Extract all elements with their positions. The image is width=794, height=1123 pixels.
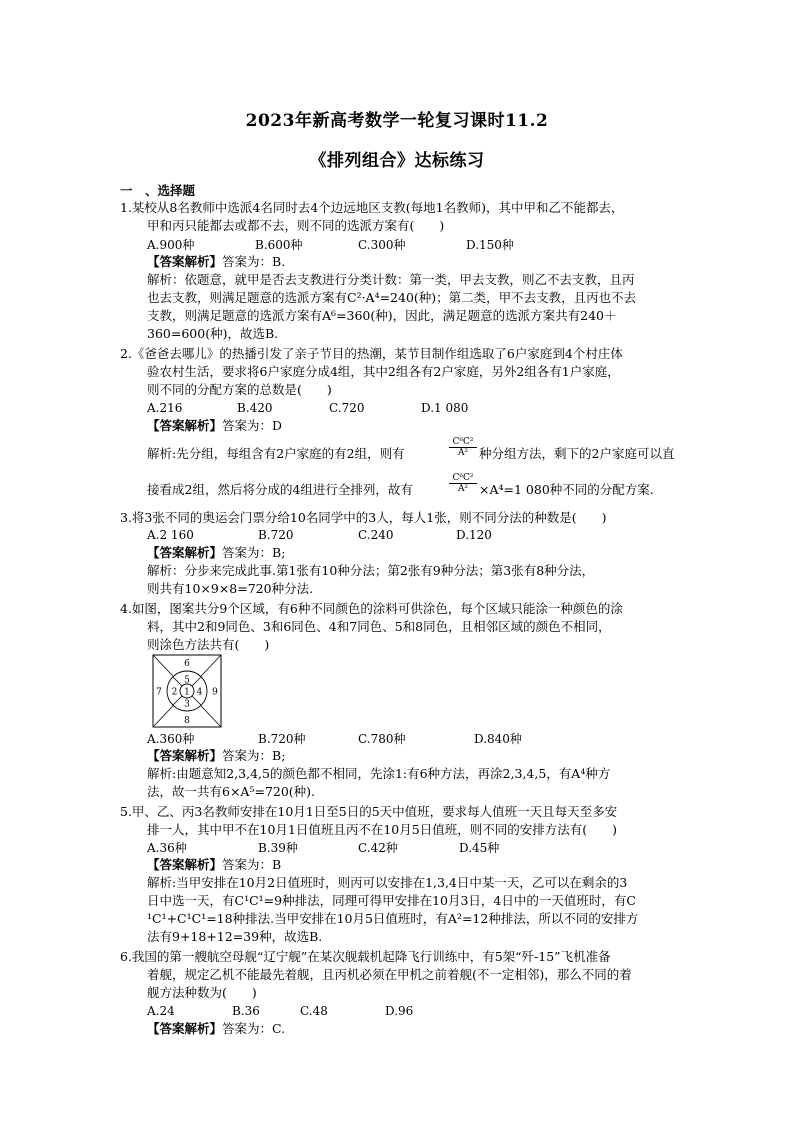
q2-fraction-2 — [449, 473, 477, 494]
q5-option-a: A.36种 — [147, 841, 187, 855]
q1-option-a: A.900种 — [147, 238, 195, 252]
q1-option-d: D.150种 — [466, 238, 514, 252]
q4-expl-1: 解析:由题意知2,3,4,5的颜色都不相同，先涂1:有6种方法，再涂2,3,4,5，有A⁴种方 — [147, 766, 611, 781]
q1-answer-text: 答案为：B. — [222, 254, 286, 269]
q3-answer-text: 答案为：B; — [222, 545, 286, 560]
q5-line1: 5.甲、乙、丙3名教师安排在10月1日至5日的5天中值班，要求每人值班一天且每天至多安 — [120, 804, 618, 819]
q2-fraction-2-num: C⁶C² — [449, 473, 477, 484]
q2-expl-2a: 接看成2组，然后将分成的4组进行全排列，故有 — [147, 482, 413, 497]
q3-option-d: D.120 — [456, 528, 492, 542]
q2-fraction-1-num: C⁶C² — [449, 437, 477, 448]
q2-option-a: A.216 — [147, 401, 183, 415]
answer-label: 【答案解析】 — [147, 418, 223, 433]
q2-line2: 验农村生活，要求将6户家庭分成4组，其中2组各有2户家庭，另外2组各有1户家庭， — [147, 364, 620, 379]
q5-answer-text: 答案为：B — [222, 857, 282, 872]
q5-expl-4: 法有9+18+12=39种，故选B. — [147, 929, 323, 944]
answer-label: 【答案解析】 — [147, 545, 223, 560]
q1-line2: 甲和丙只能都去或都不去，则不同的选派方案有( ) — [147, 218, 445, 233]
q5-expl-1: 解析:当甲安排在10月2日值班时，则丙可以安排在1,3,4日中某一天，乙可以在剩余的3 — [147, 875, 628, 890]
q3-expl-2: 则共有10×9×8=720种分法. — [147, 581, 314, 596]
q3-option-c: C.240 — [358, 528, 394, 542]
q5-line2: 排一人，其中甲不在10月1日值班且丙不在10月5日值班，则不同的安排方法有( ) — [147, 822, 617, 837]
q6-option-d: D.96 — [385, 1004, 414, 1018]
q1-expl-2: 也去支教，则满足题意的选派方案有C²·A⁴=240(种)；第二类，甲不去支教，且丙也不去 — [147, 290, 637, 305]
answer-label: 【答案解析】 — [147, 748, 223, 763]
q4-option-c: C.780种 — [358, 732, 406, 746]
q1-option-b: B.600种 — [255, 238, 303, 252]
diagram-label-4: 4 — [196, 687, 203, 698]
section-heading: 一 、选择题 — [120, 183, 196, 198]
q2-expl-1a: 解析:先分组，每组含有2户家庭的有2组，则有 — [147, 446, 405, 461]
q4-line2: 料，其中2和9同色、3和6同色、4和7同色、5和8同色，且相邻区域的颜色不相同， — [147, 619, 611, 634]
q2-option-b: B.420 — [237, 401, 273, 415]
q4-line3: 则涂色方法共有( ) — [147, 637, 270, 652]
q6-line1: 6.我国的第一艘航空母舰“辽宁舰”在某次舰载机起降飞行训练中，有5架“歼-15”飞机准备 — [120, 949, 611, 964]
q2-expl-1b: 种分组方法，剩下的2户家庭可以直 — [479, 446, 675, 461]
diagram-label-5: 5 — [184, 675, 190, 686]
q2-line3: 则不同的分配方案的总数是( ) — [147, 382, 332, 397]
q6-option-c: C.48 — [300, 1004, 328, 1018]
q2-fraction-1 — [449, 437, 477, 458]
q6-line3: 舰方法种数为( ) — [147, 985, 257, 1000]
diagram-label-9: 9 — [212, 687, 218, 698]
q3-option-a: A.2 160 — [147, 528, 194, 542]
q3-answer — [147, 545, 285, 561]
q4-answer — [147, 748, 285, 764]
answer-label: 【答案解析】 — [147, 1021, 223, 1036]
q6-answer-text: 答案为：C. — [222, 1021, 286, 1036]
q4-region-diagram — [152, 654, 222, 728]
q1-option-c: C.300种 — [358, 238, 406, 252]
q5-answer — [147, 857, 281, 873]
q2-fraction-1-den: A² — [457, 448, 469, 458]
q2-option-d: D.1 080 — [421, 401, 469, 415]
q5-option-d: D.45种 — [459, 841, 500, 855]
q2-answer-text: 答案为：D — [222, 418, 283, 433]
q6-option-a: A.24 — [147, 1004, 175, 1018]
diagram-label-1: 1 — [184, 687, 190, 698]
q4-option-b: B.720种 — [258, 732, 306, 746]
q3-line1: 3.将3张不同的奥运会门票分给10名同学中的3人，每人1张，则不同分法的种数是( ) — [120, 510, 607, 525]
q3-option-b: B.720 — [258, 528, 294, 542]
q1-answer — [147, 254, 285, 270]
diagram-label-8: 8 — [184, 716, 190, 726]
q4-option-d: D.840种 — [474, 732, 522, 746]
q2-answer — [147, 418, 282, 434]
q5-option-b: B.39种 — [258, 841, 298, 855]
diagram-label-6: 6 — [184, 659, 190, 669]
q5-option-c: C.42种 — [358, 841, 398, 855]
q2-fraction-2-den: A² — [457, 484, 469, 494]
answer-label: 【答案解析】 — [147, 857, 223, 872]
q4-option-a: A.360种 — [147, 732, 195, 746]
q3-expl-1: 解析：分步来完成此事.第1张有10种分法；第2张有9种分法；第3张有8种分法， — [147, 563, 595, 578]
q6-line2: 着舰，规定乙机不能最先着舰，且丙机必须在甲机之前着舰(不一定相邻)，那么不同的着 — [147, 967, 632, 982]
q2-expl-2b: ×A⁴=1 080种不同的分配方案. — [479, 482, 654, 497]
q1-expl-3: 支教，则满足题意的选派方案有A⁶=360(种)，因此，满足题意的选派方案共有240＋ — [147, 308, 617, 323]
q2-option-c: C.720 — [329, 401, 365, 415]
diagram-label-7: 7 — [156, 687, 162, 698]
q5-expl-3: ¹C¹+C¹C¹=18种排法.当甲安排在10月5日值班时，有A²=12种排法，所以不同的安排方 — [147, 911, 639, 926]
q6-answer — [147, 1021, 285, 1037]
q1-line1: 1.某校从8名教师中选派4名同时去4个边远地区支教(每地1名教师)，其中甲和乙不能都去， — [120, 200, 624, 215]
doc-title-line2: 《排列组合》达标练习 — [309, 151, 485, 171]
doc-title-line1: 2023年新高考数学一轮复习课时11.2 — [245, 111, 549, 131]
q1-expl-4: 360=600(种)，故选B. — [147, 326, 279, 341]
diagram-label-3: 3 — [184, 699, 190, 710]
diagram-label-2: 2 — [171, 687, 178, 698]
answer-label: 【答案解析】 — [147, 254, 223, 269]
q5-expl-2: 日中选一天，有C¹C¹=9种排法，同理可得甲安排在10月3日，4日中的一天值班时，有C — [147, 893, 636, 908]
q4-answer-text: 答案为：B; — [222, 748, 286, 763]
q4-expl-2: 法，故一共有6×A⁵=720(种). — [147, 784, 316, 799]
q6-option-b: B.36 — [232, 1004, 260, 1018]
q1-expl-1: 解析：依题意，就甲是否去支教进行分类计数：第一类，甲去支教，则乙不去支教，且丙 — [147, 272, 635, 287]
q4-line1: 4.如图，图案共分9个区域，有6种不同颜色的涂料可供涂色，每个区域只能涂一种颜色的涂 — [120, 601, 623, 616]
q2-line1: 2.《爸爸去哪儿》的热播引发了亲子节目的热潮，某节目制作组选取了6户家庭到4个村庄体 — [120, 346, 623, 361]
